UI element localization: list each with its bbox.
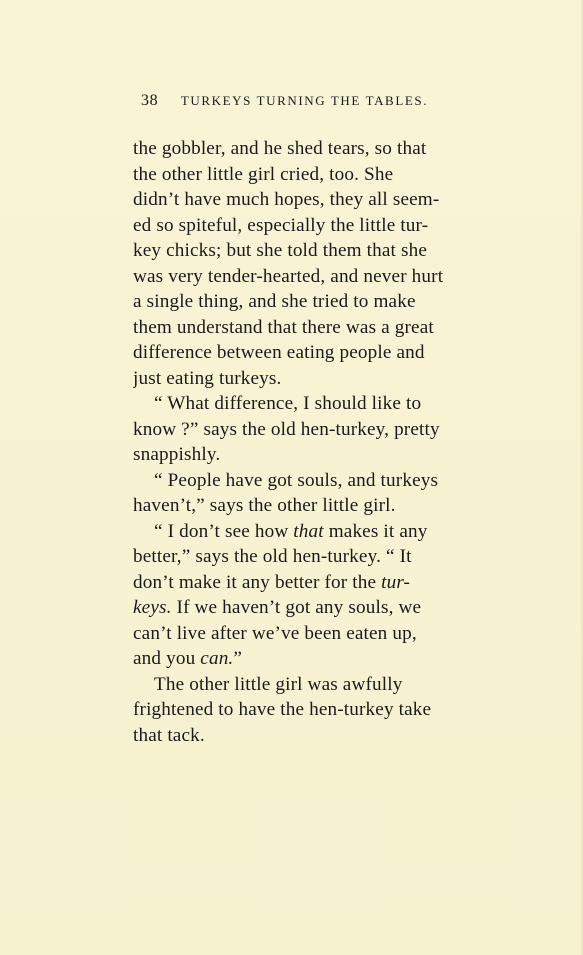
text-line: [133, 340, 515, 366]
text-line: [133, 264, 515, 290]
text-line: [133, 238, 515, 264]
text-span: didn’t have much hopes, they all seem-: [133, 189, 440, 210]
text-span: “ I don’t see how: [154, 520, 294, 542]
text-line: [133, 468, 515, 494]
text-line: [133, 493, 515, 519]
text-span: them understand that there was a great: [133, 316, 434, 338]
text-line: [133, 442, 515, 468]
text-line: [133, 417, 515, 443]
page-header: [141, 92, 521, 114]
text-span: If we haven’t got any souls, we: [171, 597, 422, 618]
text-span: “ What difference, I should like to: [154, 393, 422, 414]
text-span: a single thing, and she tried to make: [133, 291, 416, 312]
text-span: better,” says the old hen-turkey. “ It: [133, 546, 412, 567]
text-span: ”: [233, 648, 243, 669]
italic-text-span: can.: [200, 648, 234, 669]
text-line: [133, 315, 515, 341]
text-line: [133, 672, 515, 698]
text-span: snappishly.: [133, 444, 221, 465]
text-span: ed so spiteful, especially the little tur-: [133, 214, 429, 236]
text-span: just eating turkeys.: [133, 367, 282, 389]
text-line: [133, 723, 515, 749]
text-line: [133, 187, 515, 213]
text-span: know ?” says the old hen-turkey, pretty: [133, 418, 440, 440]
italic-text-span: that: [293, 520, 324, 542]
text-line: [133, 162, 515, 188]
text-span: can’t live after we’ve been eaten up,: [133, 622, 417, 644]
text-span: frightened to have the hen-turkey take: [133, 699, 432, 720]
text-line: [133, 621, 515, 647]
text-line: [133, 213, 515, 239]
text-line: [133, 366, 515, 392]
text-span: The other little girl was awfully: [154, 673, 403, 695]
italic-text-span: keys.: [133, 597, 172, 618]
text-span: makes it any: [323, 520, 428, 542]
text-span: key chicks; but she told them that she: [133, 240, 427, 261]
text-span: that tack.: [133, 724, 205, 746]
text-line: [133, 697, 515, 723]
text-line: [133, 289, 515, 315]
text-line: [133, 570, 515, 596]
text-line: [133, 595, 515, 621]
text-span: don’t make it any better for the: [133, 571, 382, 593]
text-span: the other little girl cried, too. She: [133, 163, 394, 185]
text-line: [133, 544, 515, 570]
text-span: haven’t,” says the other little girl.: [133, 495, 396, 516]
text-span: was very tender-hearted, and never hurt: [133, 265, 444, 287]
text-line: [133, 136, 515, 162]
text-line: [133, 519, 515, 545]
text-line: [133, 391, 515, 417]
page-number: 38: [141, 92, 159, 109]
body-text: [133, 136, 515, 748]
text-span: “ People have got souls, and turkeys: [154, 469, 439, 491]
text-span: the gobbler, and he shed tears, so that: [133, 138, 427, 159]
text-line: [133, 646, 515, 672]
text-span: and you: [133, 648, 201, 669]
running-title: TURKEYS TURNING THE TABLES.: [180, 93, 429, 108]
italic-text-span: tur-: [381, 571, 411, 593]
text-span: difference between eating people and: [133, 342, 425, 363]
